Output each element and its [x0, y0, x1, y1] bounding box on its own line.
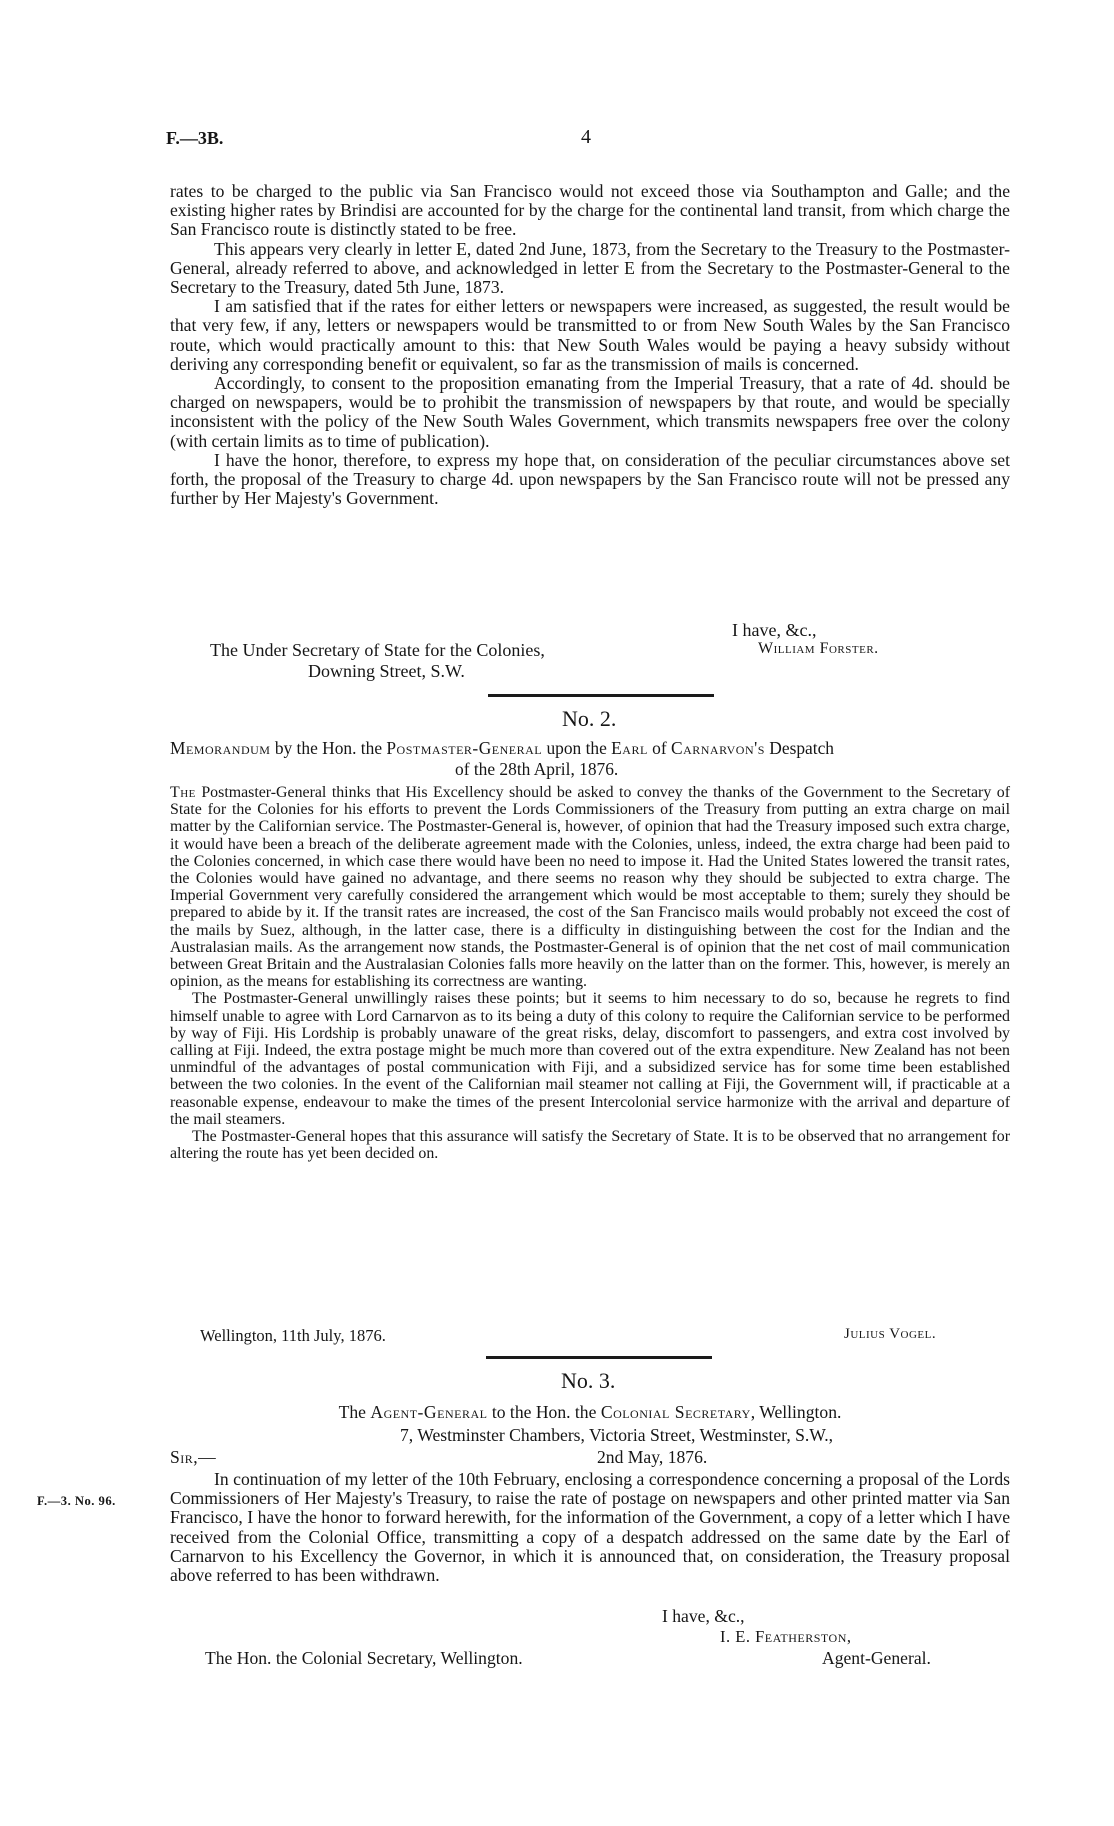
letter1-addressee-line1: The Under Secretary of State for the Colonies, — [210, 640, 545, 660]
section-divider — [486, 1356, 712, 1359]
memorandum-label: Memorandum — [170, 738, 271, 758]
section2-title-date: of the 28th April, 1876. — [455, 759, 619, 779]
memo-paragraph-text: Postmaster-General thinks that His Excellency should be asked to convey the thanks of the Government to the Secretary of State for the Colonies for his efforts to prevent the Lords Commissioners of the Treasury from putting an extra charge on mail matter by the Californian service. The Postmaster-General is, however, of opinion that had the Treasury imposed such extra charge, it would have been a breach of the deliberate agreement made with the Colonies, unless, indeed, the extra charge had been paid to the Colonies concerned, in which case there would have been no need to impose it. Had the United States lowered the transit rates, the Colonies would have gained no advantage, and there seems no reason why they should be subjected to extra charge. The Imperial Government very carefully considered the arrangement which would be most acceptable to them; surely they should be prepared to abide by it. If the transit rates are increased, the cost of the San Francisco mails would probably not exceed the cost of the mails by Suez, although, in the latter case, there is a difficulty in distinguishing between the cost for the Indian and the Australasian mails. As the arrangement now stands, the Postmaster-General is of opinion that the net cost of mail communication between Great Britain and the Australasian Colonies falls more heavily on the latter than on the former. This, however, is merely an opinion, as the means for establishing its correctness are wanting. — [170, 784, 1010, 991]
memo-paragraph — [170, 784, 1010, 990]
section3-heading — [170, 1402, 1010, 1423]
section2-number: No. 2. — [562, 706, 617, 731]
agent-general-label: Agent-General — [370, 1402, 488, 1422]
section3-date: 2nd May, 1876. — [597, 1447, 708, 1467]
colonial-secretary-label: Colonial Secretary — [600, 1402, 751, 1422]
memo-paragraph: The Postmaster-General unwillingly raises these points; but it seems to him necessary to do so, because he regrets to find himself unable to agree with Lord Carnarvon as to its being a duty of this colony to require the Californian service to be performed by way of Fiji. His Lordship is probably unaware of the great risks, delay, discomfort to passengers, and extra cost involved by calling at Fiji. Indeed, the extra postage might be much more than covered out of the extra expenditure. New Zealand has not been unmindful of the advantages of postal communication with Fiji, and a subsidized service has for some time been established between the two colonies. In the event of the Californian mail steamer not calling at Fiji, the Government will, if practicable at a reasonable expense, endeavour to make the times of the present Intercolonial service harmonize with the arrival and departure of the mail steamers. — [170, 990, 1010, 1128]
section3-addressee: The Hon. the Colonial Secretary, Wellington. — [205, 1648, 523, 1668]
title-text: Despatch — [764, 738, 834, 758]
section2-signature: Julius Vogel. — [844, 1326, 937, 1342]
letter1-paragraph: This appears very clearly in letter E, dated 2nd June, 1873, from the Secretary to the Treasury to the Postmaster-General, already referred to above, and acknowledged in letter E from the Secretary to the Postmaster-General to the Secretary to the Treasury, dated 5th June, 1873. — [170, 238, 1010, 298]
letter1-paragraph: I have the honor, therefore, to express my hope that, on consideration of the peculiar circumstances above set forth, the proposal of the Treasury to charge 4d. upon newspapers by the San Francisco route will not be pressed any further by Her Majesty's Government. — [170, 449, 1010, 509]
section2-place-date: Wellington, 11th July, 1876. — [200, 1326, 386, 1345]
heading-text: , Wellington. — [750, 1402, 842, 1422]
section3-salutation: Sir,— — [170, 1447, 217, 1467]
letter1-closing: I have, &c., — [732, 620, 817, 640]
section-divider — [488, 694, 714, 697]
title-text: by the Hon. the — [270, 738, 387, 758]
paper-reference: F.—3B. — [166, 128, 224, 148]
section3-body — [170, 1470, 1010, 1585]
signature-name: I. E. Featherston, — [720, 1627, 852, 1646]
letter1-paragraph: rates to be charged to the public via San Francisco would not exceed those via Southampton and Galle; and the existing higher rates by Brindisi are accounted for by the charge for the continental land transit, from which charge the San Francisco route is distinctly stated to be free. — [170, 181, 1010, 240]
section3-signature — [720, 1627, 852, 1647]
carnarvon-label: Carnarvon's — [670, 738, 765, 758]
heading-text: to the Hon. the — [487, 1402, 601, 1422]
letter3-paragraph: In continuation of my letter of the 10th February, enclosing a correspondence concerning a proposal of the Lords Commissioners of Her Majesty's Treasury, to raise the rate of postage on newspapers and other printed matter via San Francisco, I have the honor to forward herewith, for the information of the Government, a copy of a letter which I have received from the Colonial Office, transmitting a copy of a despatch addressed on the same date by the Earl of Carnarvon to his Excellency the Governor, in which it is announced that, on consideration, the Treasury proposal above referred to has been withdrawn. — [170, 1469, 1010, 1586]
earl-label: Earl — [611, 738, 648, 758]
section3-address: 7, Westminster Chambers, Victoria Street, Westminster, S.W., — [400, 1425, 834, 1445]
heading-text: The — [338, 1402, 371, 1422]
section3-closing: I have, &c., — [662, 1606, 745, 1626]
letter1-body — [170, 182, 1010, 508]
section2-body — [170, 784, 1010, 1162]
letter1-paragraph: I am satisfied that if the rates for either letters or newspapers were increased, as suggested, the result would be that very few, if any, letters or newspapers would be transmitted to or from New South Wales by the San Francisco route, which would practically amount to this: that New South Wales would be paying a heavy subsidy without deriving any corresponding benefit or equivalent, so far as the transmission of mails is concerned. — [170, 296, 1010, 374]
letter1-addressee-line2: Downing Street, S.W. — [308, 661, 465, 681]
postmaster-general-label: Postmaster-General — [386, 738, 543, 758]
section3-signature-title: Agent-General. — [822, 1648, 931, 1668]
memo-paragraph: The Postmaster-General hopes that this assurance will satisfy the Secretary of State. It is to be observed that no arrangement for altering the route has yet been decided on. — [170, 1128, 1010, 1163]
title-text: upon the — [542, 738, 612, 758]
title-text: of — [647, 738, 671, 758]
letter1-signature: William Forster. — [758, 640, 879, 657]
page-number: 4 — [581, 126, 591, 148]
margin-reference: F.—3. No. 96. — [37, 1494, 116, 1508]
section2-title — [170, 738, 1010, 759]
section3-number: No. 3. — [561, 1368, 616, 1393]
lead-word: The — [170, 784, 196, 801]
letter1-paragraph: Accordingly, to consent to the proposition emanating from the Imperial Treasury, that a rate of 4d. should be charged on newspapers, would be to prohibit the transmission of newspapers by that route, and would be specially inconsistent with the policy of the New South Wales Government, which transmits newspapers free over the colony (with certain limits as to time of publication). — [170, 373, 1010, 451]
